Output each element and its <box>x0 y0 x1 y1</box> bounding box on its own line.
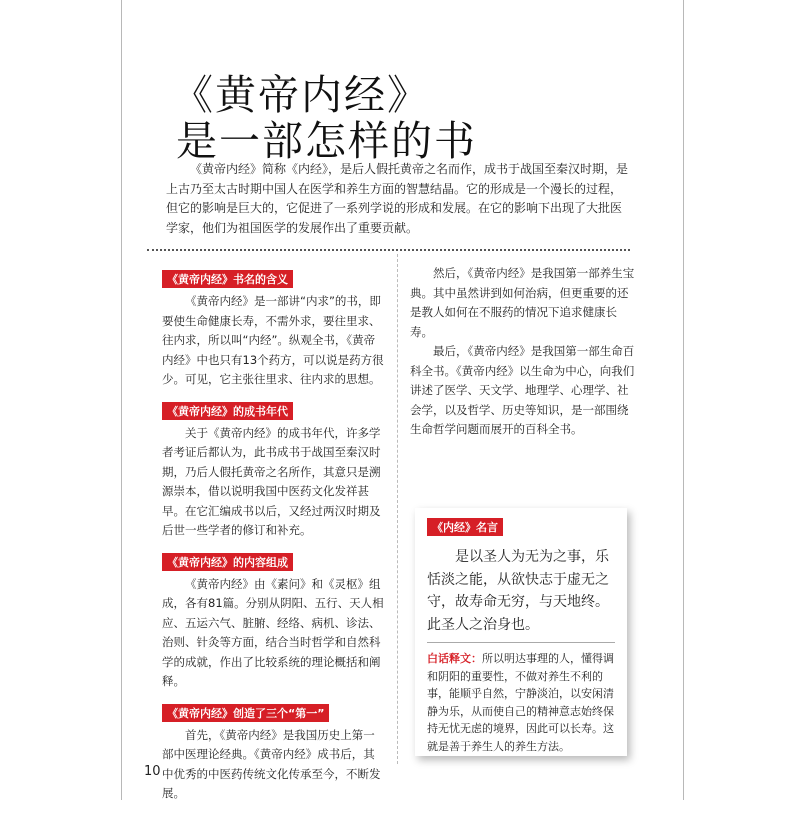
page-title: 《黄帝内经》 <box>172 71 430 119</box>
section-paragraph: 首先，《黄帝内经》是我国历史上第一部中医理论经典。《黄帝内经》成书后，其中优秀的中医药传统文化传承至今，不断发展。 <box>162 727 381 800</box>
section-paragraph: 关于《黄帝内经》的成书年代，许多学者考证后都认为，此书成书于战国至秦汉时期，乃后人假托黄帝之名所作，其意只是溯源崇本，借以说明我国中医药文化发祥甚早。在它汇编成书以后，又经过两汉时期及后世一些学者的修订和补充。 <box>162 425 381 537</box>
right-paragraph: 然后，《黄帝内经》是我国第一部养生宝典。其中虽然讲到如何治病，但更重要的还是教人如何在不服药的情况下追求健康长寿。 <box>410 266 635 339</box>
section-three-firsts <box>162 702 384 804</box>
section-divider <box>147 249 630 251</box>
translation-label: 白话释文： <box>427 652 482 665</box>
page-number: 10 <box>144 764 161 779</box>
section-paragraph: 《黄帝内经》由《素问》和《灵枢》组成，各有81篇。分别从阴阳、五行、天人相应、五运六气、脏腑、经络、病机、诊法、治则、针灸等方面，结合当时哲学和自然科学的成就，作出了比较系统的理论概括和阐释。 <box>162 576 384 688</box>
left-column <box>162 268 384 814</box>
section-content-composition <box>162 551 384 692</box>
page-right-border <box>683 0 684 800</box>
section-heading: 《黄帝内经》书名的含义 <box>162 270 293 288</box>
translation-paragraph <box>427 650 615 755</box>
section-heading: 《黄帝内经》的成书年代 <box>162 402 293 420</box>
quote-box <box>415 508 627 756</box>
quote-separator <box>427 642 615 643</box>
page-left-border <box>121 0 122 800</box>
section-writing-era <box>162 400 384 541</box>
page-subtitle: 是一部怎样的书 <box>176 117 477 165</box>
column-divider <box>397 254 398 764</box>
right-column <box>410 264 635 440</box>
intro-paragraph: 《黄帝内经》简称《内经》，是后人假托黄帝之名而作，成书于战国至秦汉时期，是上古乃至太古时期中国人在医学和养生方面的智慧结晶。它的形成是一个漫长的过程，但它的影响是巨大的，它促进了一系列学说的形成和发展。在它的影响下出现了大批医学家，他们为祖国医学的发展作出了重要贡献。 <box>166 162 629 235</box>
right-paragraph: 最后，《黄帝内经》是我国第一部生命百科全书。《黄帝内经》以生命为中心，向我们讲述了医学、天文学、地理学、心理学、社会学，以及哲学、历史等知识，是一部围绕生命哲学问题而展开的百科全书。 <box>410 344 635 436</box>
section-paragraph: 《黄帝内经》是一部讲“内求”的书，即要使生命健康长寿，不需外求，要往里求、往内求，所以叫“内经”。纵观全书，《黄帝内经》中也只有13个药方，可以说是药方很少。可见，它主张往里求、往内求的思想。 <box>162 294 384 386</box>
quote-heading: 《内经》名言 <box>427 518 503 536</box>
section-heading: 《黄帝内经》的内容组成 <box>162 553 293 571</box>
section-heading: 《黄帝内经》创造了三个“第一” <box>162 704 329 722</box>
translation-text: 所以明达事理的人，懂得调和阴阳的重要性，不做对养生不利的事，能顺乎自然，宁静淡泊，以安闲清静为乐，从而使自己的精神意志始终保持无忧无虑的境界，因此可以长寿。这就是善于养生人的养生方法。 <box>427 652 614 753</box>
quote-text: 是以圣人为无为之事，乐恬淡之能，从欲快志于虚无之守，故寿命无穷，与天地终。此圣人之治身也。 <box>427 549 609 633</box>
section-title-meaning <box>162 268 384 390</box>
